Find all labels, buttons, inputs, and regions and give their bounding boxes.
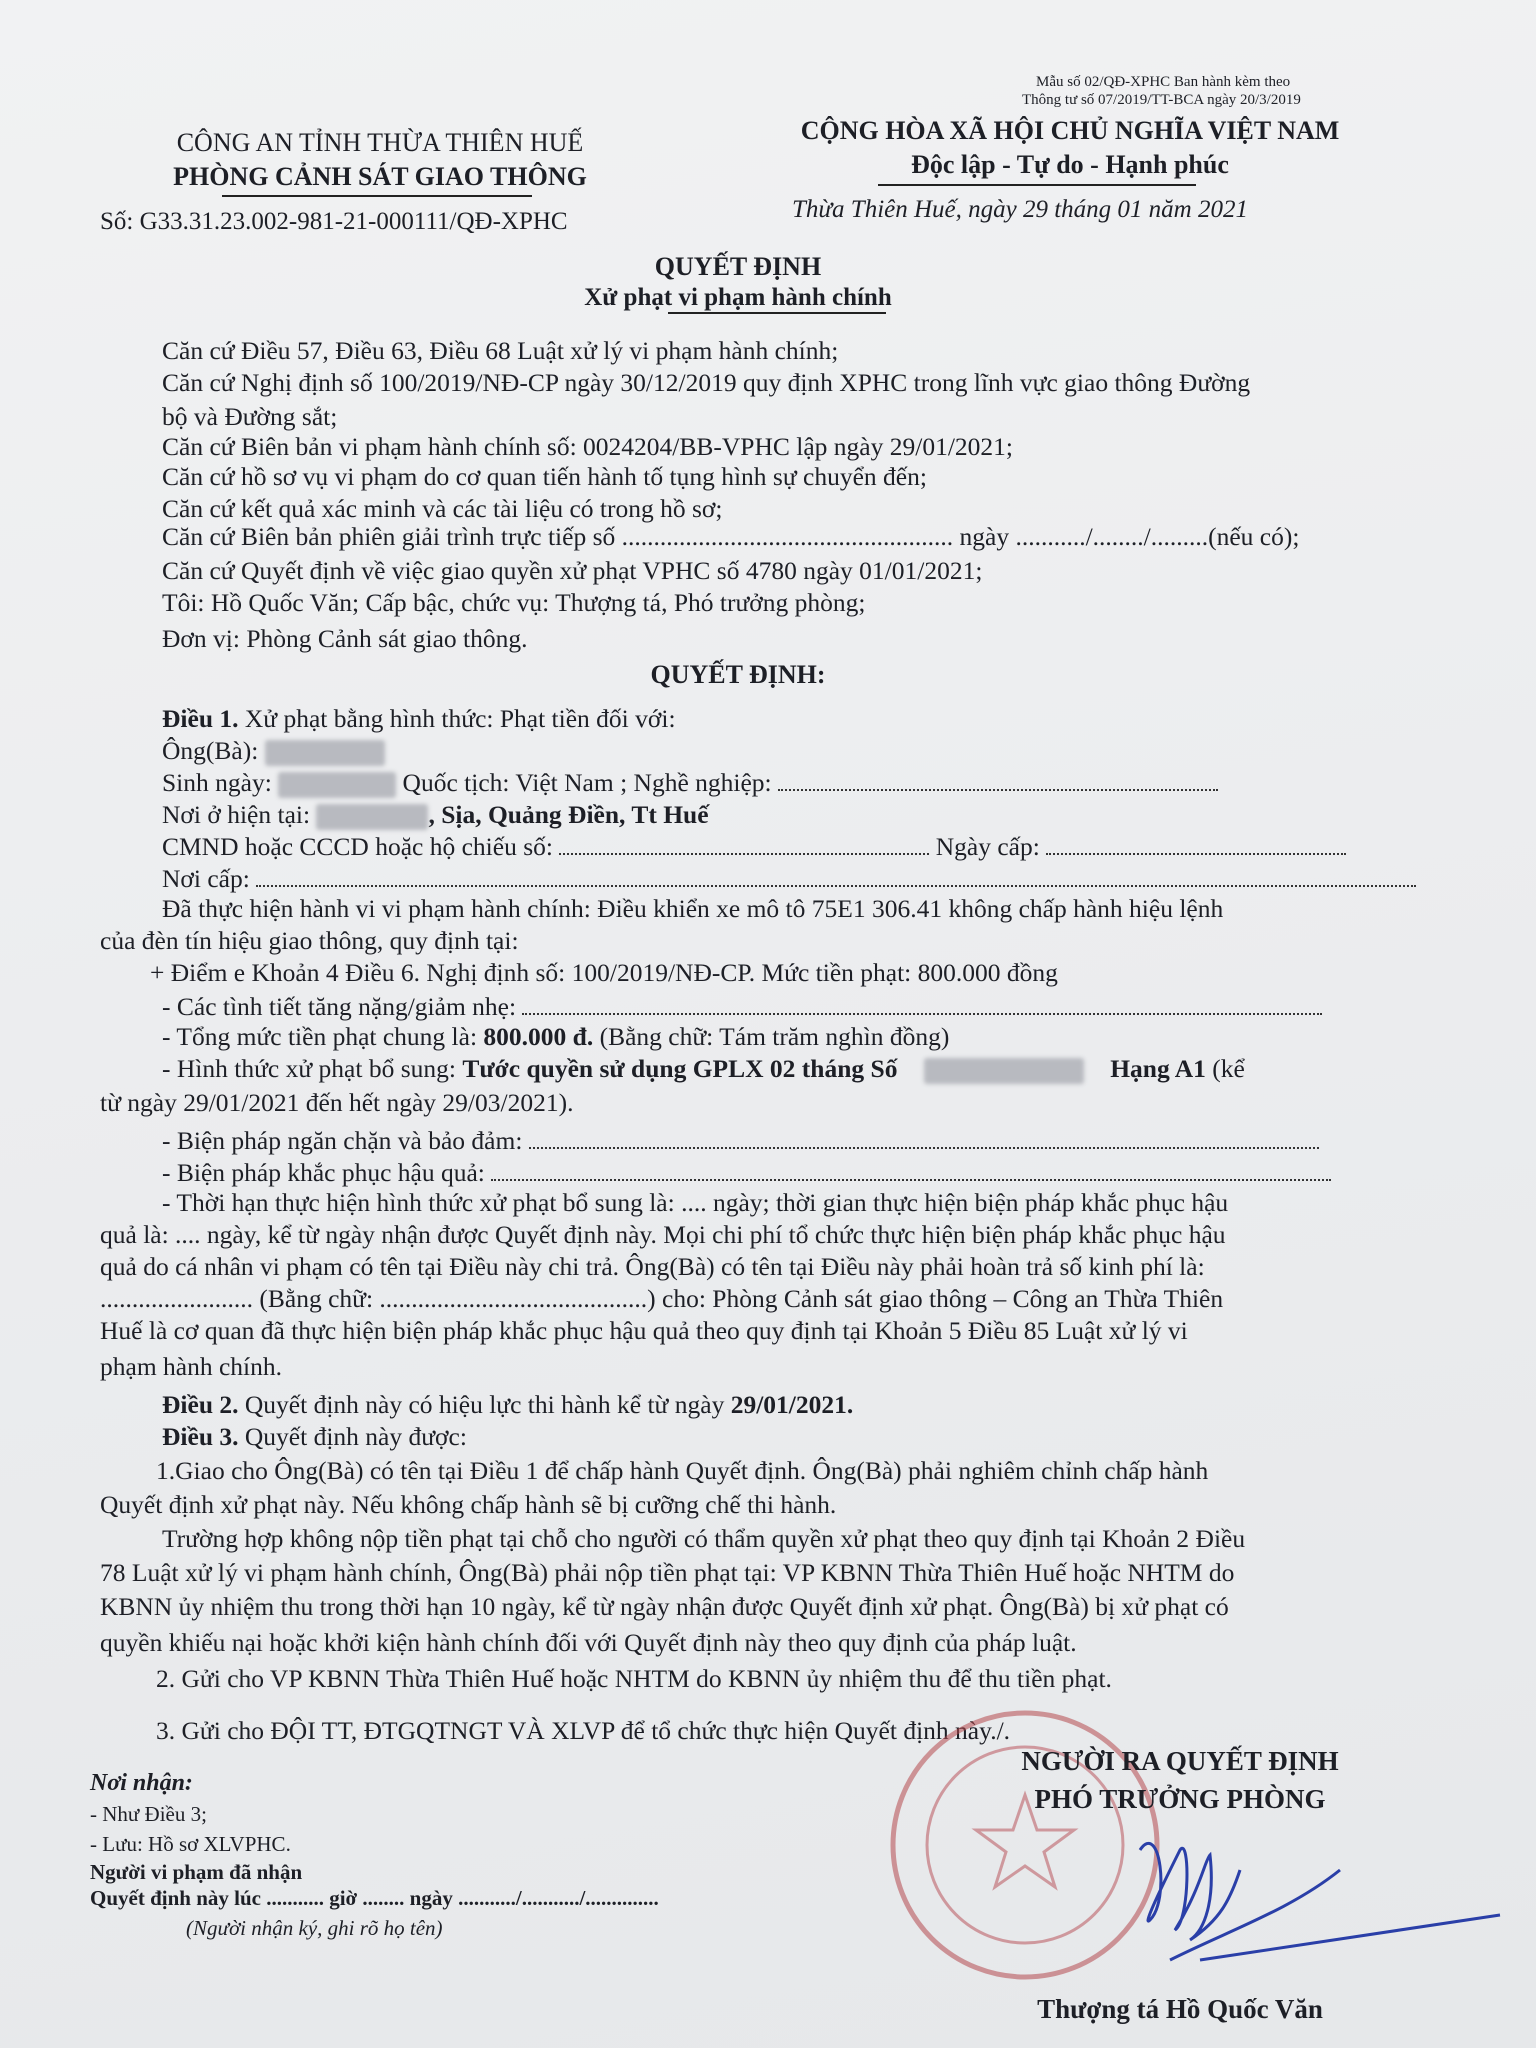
motto-underline [878, 184, 1196, 186]
issue-date-blank [1046, 835, 1346, 855]
prevention-blank [529, 1129, 1319, 1149]
article-3-line: quyền khiếu nại hoặc khởi kiện hành chính đối với Quyết định này theo quy định của pháp luật. [100, 1628, 1077, 1657]
redacted-address [316, 804, 428, 830]
article-1-text: Xử phạt bằng hình thức: Phạt tiền đối với: [238, 704, 676, 733]
aggravating-label: - Các tình tiết tăng nặng/giảm nhẹ: [162, 992, 517, 1021]
country-name: CỘNG HÒA XÃ HỘI CHỦ NGHĨA VIỆT NAM [800, 116, 1340, 145]
supplementary-penalty-line [100, 1052, 1480, 1086]
article-3-line: 2. Gửi cho VP KBNN Thừa Thiên Huế hoặc NHTM do KBNN ủy nhiệm thu để thu tiền phạt. [156, 1664, 1112, 1693]
signature-icon [1110, 1810, 1510, 2010]
basis-line: bộ và Đường sắt; [162, 402, 338, 431]
form-note-line-2: Thông tư số 07/2019/TT-BCA ngày 20/3/2019 [1022, 92, 1301, 108]
prevention-label: - Biện pháp ngăn chặn và bảo đảm: [162, 1126, 523, 1155]
national-motto: Độc lập - Tự do - Hạnh phúc [911, 150, 1229, 179]
agency-name: CÔNG AN TỈNH THỪA THIÊN HUẾ [176, 128, 584, 157]
basis-line: Căn cứ Biên bản phiên giải trình trực tiếp số .................................................... ngày .........../......../.........(nếu có); [162, 522, 1300, 551]
remedy-line [100, 1156, 1480, 1190]
redacted-license-number [924, 1058, 1084, 1084]
basis-line: Căn cứ hồ sơ vụ vi phạm do cơ quan tiến hành tố tụng hình sự chuyển đến; [162, 462, 927, 491]
residence-line [100, 798, 1480, 832]
violation-line: Đã thực hiện hành vi vi phạm hành chính: Điều khiển xe mô tô 75E1 306.41 không chấp hành hiệu lệnh [162, 894, 1224, 923]
redacted-dob [278, 772, 396, 798]
remedy-paragraph: quả là: .... ngày, kể từ ngày nhận được Quyết định này. Mọi chi phí tổ chức thực hiện biện pháp khắc phục hậu [100, 1220, 1226, 1249]
total-fine-label: - Tổng mức tiền phạt chung là: [162, 1022, 484, 1051]
issue-place-blank [256, 867, 1416, 887]
issue-place-line [100, 862, 1480, 896]
remedy-paragraph: Huế là cơ quan đã thực hiện biện pháp khắc phục hậu quả theo quy định tại Khoản 5 Điều 85 Luật xử lý vi [100, 1316, 1188, 1345]
violation-line: của đèn tín hiệu giao thông, quy định tại: [100, 926, 519, 955]
total-fine-line [100, 1020, 1480, 1054]
aggravating-blank [522, 995, 1322, 1015]
article-3-label: Điều 3. [162, 1422, 239, 1451]
residence-label: Nơi ở hiện tại: [162, 800, 311, 829]
basis-line: Căn cứ Quyết định về việc giao quyền xử phạt VPHC số 4780 ngày 01/01/2021; [162, 556, 983, 585]
decision-number: Số: G33.31.23.002-981-21-000111/QĐ-XPHC [100, 208, 568, 235]
document-title: QUYẾT ĐỊNH [654, 252, 822, 281]
supplementary-tail: (kể [1205, 1054, 1245, 1083]
name-label: Ông(Bà): [162, 736, 259, 765]
receipt-note: (Người nhận ký, ghi rõ họ tên) [186, 1916, 443, 1940]
id-blank [559, 835, 929, 855]
signer-role: NGƯỜI RA QUYẾT ĐỊNH [1021, 1746, 1339, 1776]
license-class: Hạng A1 [1110, 1054, 1206, 1083]
basis-line: Đơn vị: Phòng Cảnh sát giao thông. [162, 624, 528, 653]
recipients-item: - Như Điều 3; [90, 1802, 207, 1826]
article-3-line: Quyết định xử phạt này. Nếu không chấp hành sẽ bị cưỡng chế thi hành. [100, 1490, 837, 1519]
aggravating-line [100, 990, 1480, 1024]
nationality-occupation: Quốc tịch: Việt Nam ; Nghề nghiệp: [402, 768, 772, 797]
prevention-line [100, 1124, 1480, 1158]
dob-label: Sinh ngày: [162, 768, 272, 797]
remedy-label: - Biện pháp khắc phục hậu quả: [162, 1158, 485, 1187]
id-line [100, 830, 1480, 864]
id-label: CMND hoặc CCCD hoặc hộ chiếu số: [162, 832, 553, 861]
subtitle-underline [668, 312, 886, 314]
residence-value: , Sịa, Quảng Điền, Tt Huế [428, 800, 709, 829]
article-3-line: 78 Luật xử lý vi phạm hành chính, Ông(Bà) phải nộp tiền phạt tại: VP KBNN Thừa Thiên Huế hoặc NHTM do [100, 1558, 1235, 1587]
article-2-text: Quyết định này có hiệu lực thi hành kể từ ngày [238, 1390, 731, 1419]
article-3-line: 3. Gửi cho ĐỘI TT, ĐTGQTNGT VÀ XLVP để tổ chức thực hiện Quyết định này./. [156, 1716, 1011, 1745]
document-subtitle: Xử phạt vi phạm hành chính [584, 284, 892, 311]
redacted-name [265, 740, 385, 766]
basis-line: Căn cứ kết quả xác minh và các tài liệu có trong hồ sơ; [162, 494, 723, 523]
form-note-line-1: Mẫu số 02/QĐ-XPHC Ban hành kèm theo [1036, 74, 1291, 90]
dob-line [100, 766, 1480, 800]
effective-date: 29/01/2021. [730, 1390, 854, 1419]
article-3-line: KBNN ủy nhiệm thu trong thời hạn 10 ngày, kể từ ngày nhận được Quyết định xử phạt. Ông(Bà) bị xử phạt có [100, 1592, 1229, 1621]
legal-clause: + Điểm e Khoản 4 Điều 6. Nghị định số: 100/2019/NĐ-CP. Mức tiền phạt: 800.000 đồng [150, 958, 1058, 987]
occupation-blank [778, 771, 1218, 791]
basis-line: Căn cứ Điều 57, Điều 63, Điều 68 Luật xử lý vi phạm hành chính; [162, 336, 839, 365]
department-name: PHÒNG CẢNH SÁT GIAO THÔNG [173, 162, 587, 191]
remedy-paragraph: - Thời hạn thực hiện hình thức xử phạt bổ sung là: .... ngày; thời gian thực hiện biện pháp khắc phục hậu [162, 1188, 1229, 1217]
remedy-paragraph: phạm hành chính. [100, 1352, 282, 1381]
total-fine-words: (Bằng chữ: Tám trăm nghìn đồng) [593, 1022, 950, 1051]
suspension-period: từ ngày 29/01/2021 đến hết ngày 29/03/2021). [100, 1088, 574, 1117]
receipt-line: Quyết định này lúc ........... giờ ........ ngày .........../.........../.............. [90, 1886, 659, 1910]
article-3-line: 1.Giao cho Ông(Bà) có tên tại Điều 1 để chấp hành Quyết định. Ông(Bà) phải nghiêm chỉnh chấp hành [156, 1456, 1209, 1485]
decision-heading: QUYẾT ĐỊNH: [650, 660, 826, 689]
article-2 [100, 1388, 1480, 1422]
offender-name-line [100, 734, 1480, 768]
issue-date-label: Ngày cấp: [935, 832, 1040, 861]
recipients-title: Nơi nhận: [90, 1770, 193, 1796]
article-3-line: Trường hợp không nộp tiền phạt tại chỗ cho người có thẩm quyền xử phạt theo quy định tại Khoản 2 Điều [162, 1524, 1246, 1553]
total-fine-value: 800.000 đ. [483, 1022, 594, 1051]
article-3-text: Quyết định này được: [238, 1422, 467, 1451]
article-3 [100, 1420, 1480, 1454]
supplementary-label: - Hình thức xử phạt bổ sung: [162, 1054, 463, 1083]
basis-line: Tôi: Hồ Quốc Văn; Cấp bậc, chức vụ: Thượng tá, Phó trưởng phòng; [162, 588, 866, 617]
department-underline [222, 195, 532, 197]
basis-line: Căn cứ Biên bản vi phạm hành chính số: 0024204/BB-VPHC lập ngày 29/01/2021; [162, 432, 1014, 461]
remedy-paragraph: quả do cá nhân vi phạm có tên tại Điều này chi trả. Ông(Bà) có tên tại Điều này phải hoàn trả số kinh phí là: [100, 1252, 1205, 1281]
article-1-label: Điều 1. [162, 704, 239, 733]
signer-name: Thượng tá Hồ Quốc Văn [1037, 1994, 1323, 2024]
remedy-paragraph: ........................ (Bằng chữ: ..........................................) cho: Phòng Cảnh sát giao thông – Công an Thừa Thiên [100, 1284, 1224, 1313]
basis-line: Căn cứ Nghị định số 100/2019/NĐ-CP ngày 30/12/2019 quy định XPHC trong lĩnh vực giao thông Đường [162, 368, 1251, 397]
receipt-line: Người vi phạm đã nhận [90, 1860, 303, 1884]
issue-place-label: Nơi cấp: [162, 864, 250, 893]
place-date: Thừa Thiên Huế, ngày 29 tháng 01 năm 2021 [792, 196, 1248, 223]
signer-position: PHÓ TRƯỞNG PHÒNG [1034, 1784, 1326, 1814]
remedy-blank [491, 1161, 1331, 1181]
article-1-intro [100, 702, 1480, 736]
article-2-label: Điều 2. [162, 1390, 239, 1419]
recipients-item: - Lưu: Hồ sơ XLVPHC. [90, 1832, 291, 1856]
supplementary-value: Tước quyền sử dụng GPLX 02 tháng Số [462, 1054, 898, 1083]
